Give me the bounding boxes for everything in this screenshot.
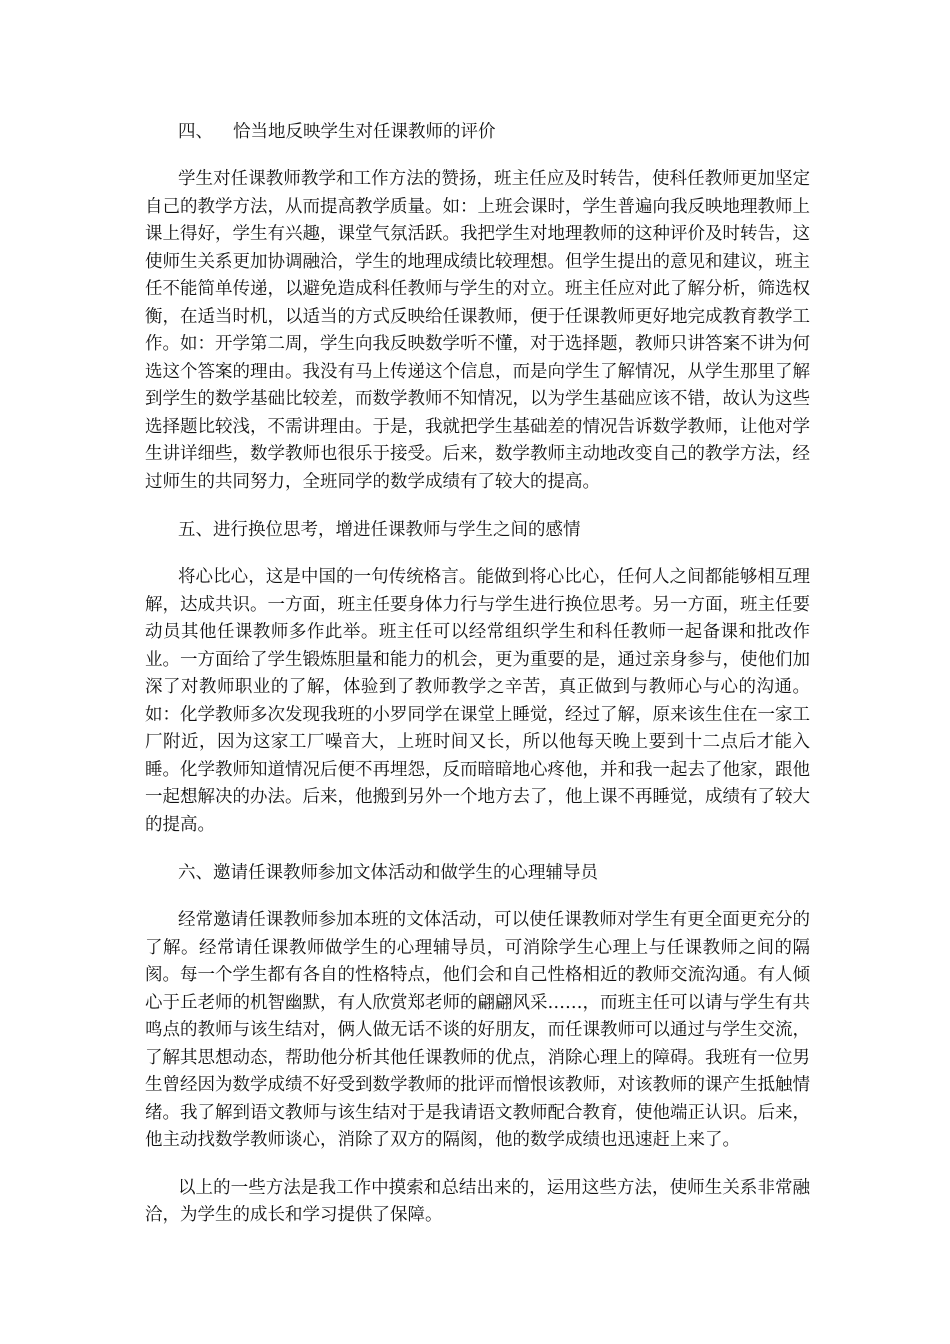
section-paragraph-5: 将心比心，这是中国的一句传统格言。能做到将心比心，任何人之间都能够相互理解，达成共识。一方面，班主任要身体力行与学生进行换位思考。另一方面，班主任要动员其他任课教师多作此举。班主任可以经常组织学生和科任教师一起备课和批改作业。一方面给了学生锻炼胆量和能力的机会，更为重要的是，通过亲身参与，使他们加深了对教师职业的了解，体验到了教师教学之辛苦，真正做到与教师心与心的沟通。如：化学教师多次发现我班的小罗同学在课堂上睡觉，经过了解，原来该生住在一家工厂附近，因为这家工厂噪音大，上班时间又长，所以他每天晚上要到十二点后才能入睡。化学教师知道情况后便不再埋怨，反而暗暗地心疼他，并和我一起去了他家，跟他一起想解决的办法。后来，他搬到另外一个地方去了，他上课不再睡觉，成绩有了较大的提高。 bbox=[145, 567, 810, 835]
section-heading-4-title: 恰当地反映学生对任课教师的评价 bbox=[233, 122, 496, 142]
conclusion-paragraph: 以上的一些方法是我工作中摸索和总结出来的，运用这些方法，使师生关系非常融洽，为学生的成长和学习提供了保障。 bbox=[145, 1177, 810, 1225]
section-heading-6: 六、邀请任课教师参加文体活动和做学生的心理辅导员 bbox=[178, 863, 598, 883]
section-heading-4 bbox=[145, 118, 810, 146]
section-heading-4-number: 四、 bbox=[178, 122, 213, 142]
document-body bbox=[145, 118, 810, 1250]
section-paragraph-4: 学生对任课教师教学和工作方法的赞扬，班主任应及时转告，使科任教师更加坚定自己的教学方法，从而提高教学质量。如：上班会课时，学生普遍向我反映地理教师上课上得好，学生有兴趣，课堂气氛活跃。我把学生对地理教师的这种评价及时转告，这使师生关系更加协调融洽，学生的地理成绩比较理想。但学生提出的意见和建议，班主任不能简单传递，以避免造成科任教师与学生的对立。班主任应对此了解分析，筛选权衡，在适当时机，以适当的方式反映给任课教师，便于任课教师更好地完成教育教学工作。如：开学第二周，学生向我反映数学听不懂，对于选择题，教师只讲答案不讲为何选这个答案的理由。我没有马上传递这个信息，而是向学生了解情况，从学生那里了解到学生的数学基础比较差，而数学教师不知情况，以为学生基础应该不错，故认为这些选择题比较浅，不需讲理由。于是，我就把学生基础差的情况告诉数学教师，让他对学生讲详细些，数学教师也很乐于接受。后来，数学教师主动地改变自己的教学方法，经过师生的共同努力，全班同学的数学成绩有了较大的提高。 bbox=[145, 169, 810, 492]
section-paragraph-6: 经常邀请任课教师参加本班的文体活动，可以使任课教师对学生有更全面更充分的了解。经常请任课教师做学生的心理辅导员，可消除学生心理上与任课教师之间的隔阂。每一个学生都有各自的性格特点，他们会和自己性格相近的教师交流沟通。有人倾心于丘老师的机智幽默，有人欣赏郑老师的翩翩风采……，而班主任可以请与学生有共鸣点的教师与该生结对，俩人做无话不谈的好朋友，而任课教师可以通过与学生交流，了解其思想动态，帮助他分析其他任课教师的优点，消除心理上的障碍。我班有一位男生曾经因为数学成绩不好受到数学教师的批评而憎恨该教师，对该教师的课产生抵触情绪。我了解到语文教师与该生结对于是我请语文教师配合教育，使他端正认识。后来，他主动找数学教师谈心，消除了双方的隔阂，他的数学成绩也迅速赶上来了。 bbox=[145, 910, 810, 1150]
section-heading-5: 五、进行换位思考，增进任课教师与学生之间的感情 bbox=[178, 520, 581, 540]
